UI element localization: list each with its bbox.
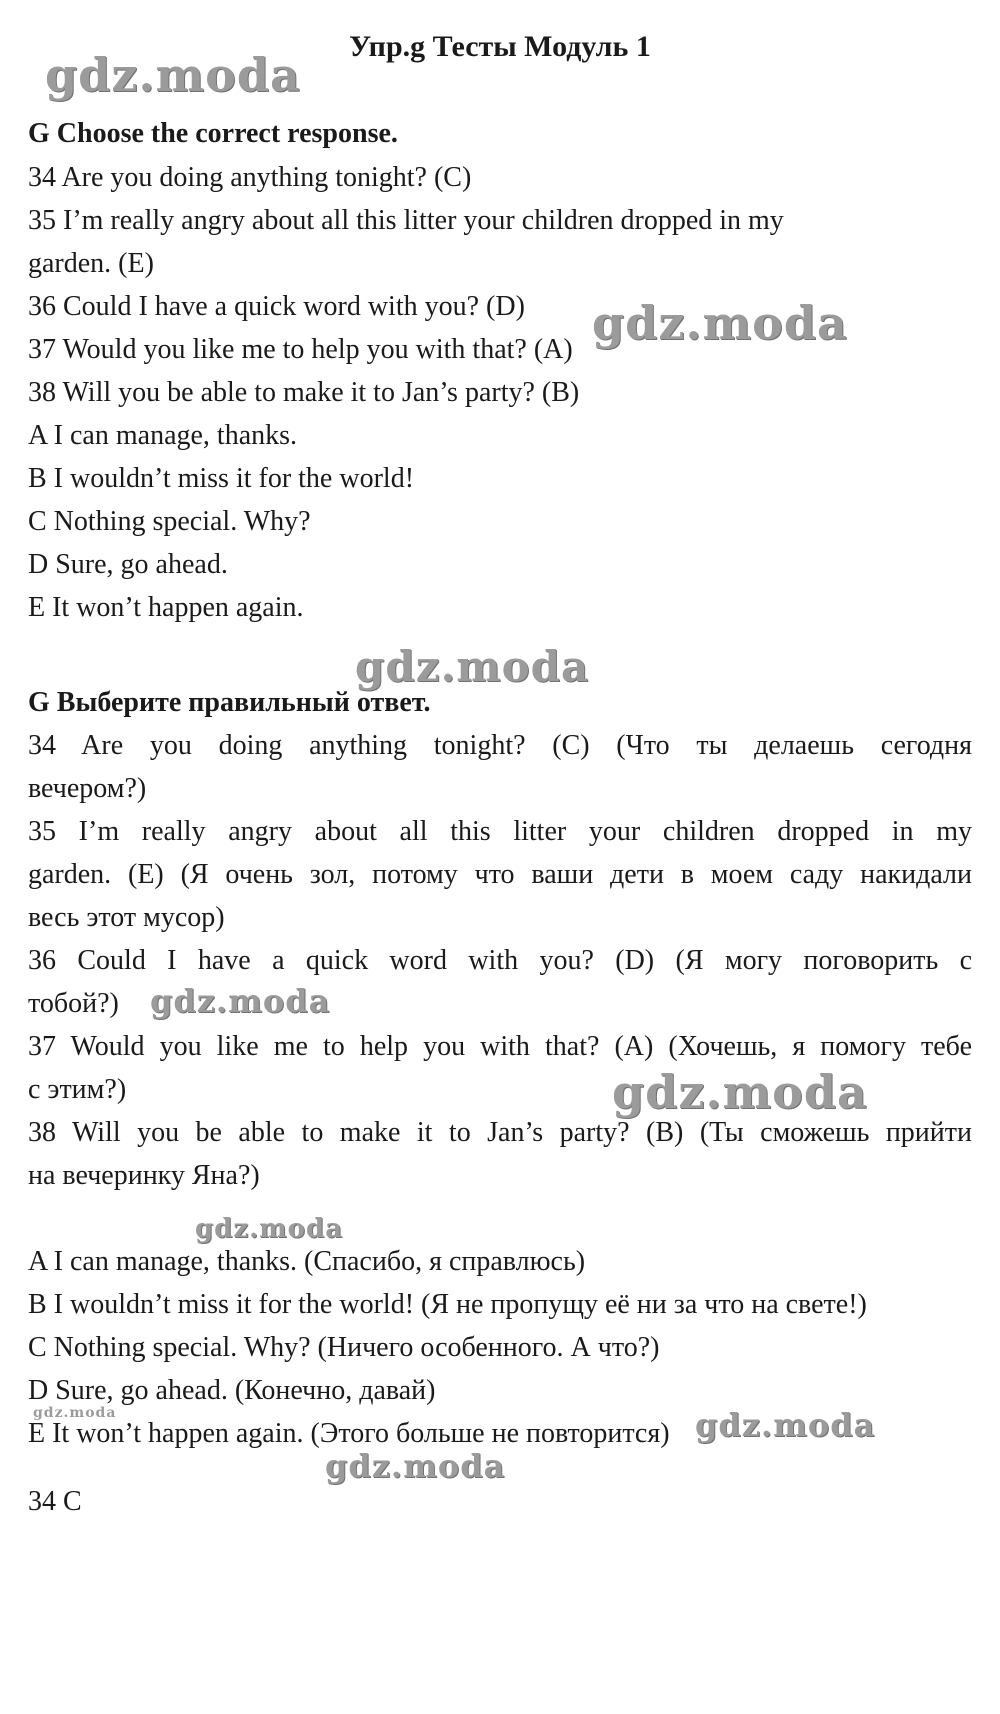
text-line: C Nothing special. Why? [28, 506, 311, 537]
text-line: B I wouldn’t miss it for the world! [28, 463, 415, 494]
text-line: garden. (E) (Я очень зол, потому что ваши дети в моем саду накидали [28, 859, 972, 890]
text-line: 38 Will you be able to make it to Jan’s party? (B) [28, 377, 580, 408]
section-heading-english: G Choose the correct response. [28, 118, 398, 149]
text-line: 38 Will you be able to make it to Jan’s party? (B) (Ты сможешь прийти [28, 1117, 972, 1148]
text-line: с этим?) [28, 1074, 127, 1105]
text-line: garden. (E) [28, 248, 154, 279]
watermark: gdz.moda [355, 642, 590, 691]
page-title: Упр.g Тесты Модуль 1 [349, 30, 651, 63]
section-heading-russian: G Выберите правильный ответ. [28, 687, 431, 718]
watermark: gdz.moda [150, 982, 331, 1020]
text-line: A I can manage, thanks. (Спасибо, я справлюсь) [28, 1246, 586, 1277]
text-line: E It won’t happen again. [28, 592, 304, 623]
text-line: 36 Could I have a quick word with you? (D) [28, 291, 525, 322]
text-line: E It won’t happen again. (Этого больше не повторится) [28, 1418, 670, 1449]
text-line: 34 Are you doing anything tonight? (C) (Что ты делаешь сегодня [28, 730, 972, 761]
text-line: тобой?) [28, 988, 119, 1019]
text-line: 35 I’m really angry about all this litter your children dropped in my [28, 816, 972, 847]
watermark: gdz.moda [592, 296, 848, 350]
text-line: D Sure, go ahead. (Конечно, давай) [28, 1375, 436, 1406]
watermark: gdz.moda [695, 1406, 876, 1444]
text-line: на вечеринку Яна?) [28, 1160, 260, 1191]
text-line: D Sure, go ahead. [28, 549, 228, 580]
watermark: gdz.moda [33, 1405, 117, 1421]
text-line: 37 Would you like me to help you with that? (A) [28, 334, 573, 365]
footer-answer: 34 C [28, 1486, 82, 1517]
text-line: B I wouldn’t miss it for the world! (Я не пропущу её ни за что на свете!) [28, 1289, 867, 1320]
watermark: gdz.moda [195, 1214, 344, 1244]
text-line: C Nothing special. Why? (Ничего особенного. А что?) [28, 1332, 660, 1363]
text-line: весь этот мусор) [28, 902, 225, 933]
text-line: 36 Could I have a quick word with you? (D) (Я могу поговорить с [28, 945, 972, 976]
text-line: 34 Are you doing anything tonight? (C) [28, 162, 472, 193]
text-line: 37 Would you like me to help you with that? (A) (Хочешь, я помогу тебе [28, 1031, 972, 1062]
watermark: gdz.moda [325, 1447, 506, 1485]
text-line: A I can manage, thanks. [28, 420, 298, 451]
text-line: 35 I’m really angry about all this litter your children dropped in my [28, 205, 784, 236]
watermark: gdz.moda [612, 1065, 868, 1119]
watermark: gdz.moda [45, 48, 301, 102]
text-line: вечером?) [28, 773, 147, 804]
